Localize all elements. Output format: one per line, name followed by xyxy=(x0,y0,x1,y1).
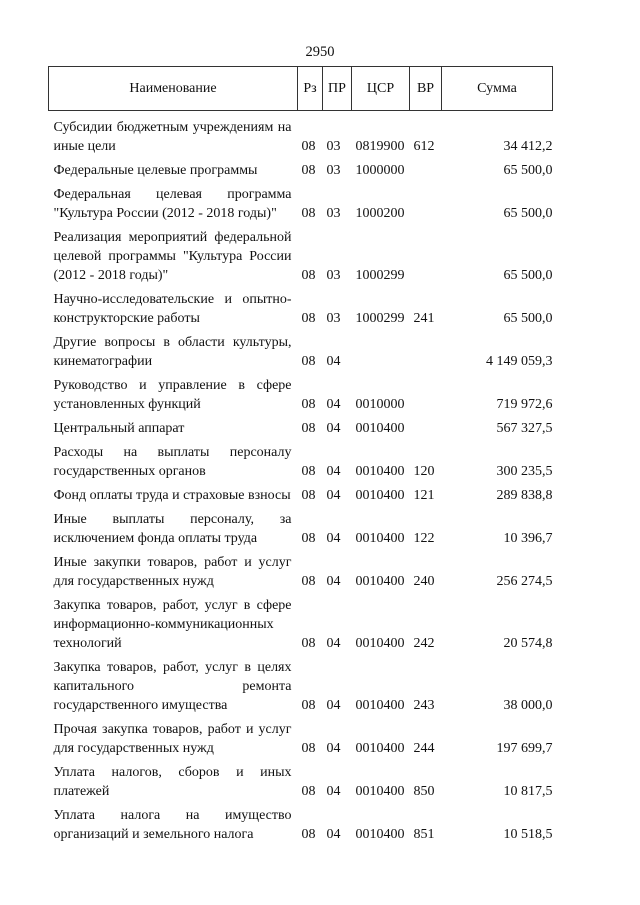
row-sum: 300 235,5 xyxy=(496,464,553,479)
row-sum: 65 500,0 xyxy=(503,268,553,283)
row-csr: 0010400 xyxy=(355,488,405,503)
row-pr: 03 xyxy=(326,311,341,326)
row-rz: 08 xyxy=(301,268,316,283)
row-rz: 08 xyxy=(301,354,316,369)
row-rz: 08 xyxy=(301,397,316,412)
row-pr: 04 xyxy=(326,531,341,546)
row-sum: 567 327,5 xyxy=(496,421,553,436)
row-name: Иные выплаты персоналу, за исключением фонда оплаты труда xyxy=(53,512,292,546)
row-csr xyxy=(352,328,410,371)
row-rz: 08 xyxy=(301,531,316,546)
header-sum: Сумма xyxy=(442,67,553,111)
row-csr: 0010400 xyxy=(355,827,405,842)
row-vr xyxy=(410,180,442,223)
row-rz: 08 xyxy=(301,698,316,713)
row-vr xyxy=(410,414,442,438)
row-name: Научно-исследовательские и опытно-конструкторские работы xyxy=(53,292,292,326)
header-csr: ЦСР xyxy=(352,67,410,111)
row-vr: 241 xyxy=(413,311,435,326)
table-row xyxy=(49,758,553,801)
row-rz: 08 xyxy=(301,421,316,436)
row-rz: 08 xyxy=(301,464,316,479)
row-pr: 03 xyxy=(326,139,341,154)
row-sum: 65 500,0 xyxy=(503,163,553,178)
row-vr: 243 xyxy=(413,698,435,713)
table-row xyxy=(49,285,553,328)
row-name: Субсидии бюджетным учреждениям на иные цели xyxy=(53,120,292,154)
row-csr: 0010400 xyxy=(355,741,405,756)
row-rz: 08 xyxy=(301,163,316,178)
row-name: Закупка товаров, работ, услуг в целях капитального ремонта государственного имущества xyxy=(53,660,292,713)
row-pr: 04 xyxy=(326,698,341,713)
row-rz: 08 xyxy=(301,741,316,756)
row-csr: 0819900 xyxy=(355,139,405,154)
row-pr: 04 xyxy=(326,784,341,799)
row-pr: 04 xyxy=(326,421,341,436)
row-vr xyxy=(410,371,442,414)
row-sum: 20 574,8 xyxy=(503,636,553,651)
row-vr: 850 xyxy=(413,784,435,799)
row-name: Иные закупки товаров, работ и услуг для государственных нужд xyxy=(53,555,292,589)
row-sum: 4 149 059,3 xyxy=(486,354,553,369)
row-csr: 0010400 xyxy=(355,636,405,651)
row-name: Уплата налога на имущество организаций и земельного налога xyxy=(53,808,292,842)
row-csr: 1000299 xyxy=(355,268,405,283)
row-vr: 851 xyxy=(413,827,435,842)
header-vr: ВР xyxy=(410,67,442,111)
row-sum: 10 396,7 xyxy=(503,531,553,546)
row-pr: 04 xyxy=(326,574,341,589)
row-vr xyxy=(410,223,442,285)
row-sum: 65 500,0 xyxy=(503,206,553,221)
table-row xyxy=(49,548,553,591)
row-rz: 08 xyxy=(301,636,316,651)
table-row xyxy=(49,180,553,223)
row-sum: 197 699,7 xyxy=(496,741,553,756)
row-vr: 612 xyxy=(413,139,435,154)
row-name: Федеральная целевая программа "Культура России (2012 - 2018 годы)" xyxy=(53,187,292,221)
row-pr: 04 xyxy=(326,488,341,503)
row-csr: 0010400 xyxy=(355,698,405,713)
row-vr: 242 xyxy=(413,636,435,651)
row-sum: 256 274,5 xyxy=(496,574,553,589)
table-row xyxy=(49,715,553,758)
row-sum: 10 518,5 xyxy=(503,827,553,842)
row-name: Уплата налогов, сборов и иных платежей xyxy=(53,765,292,799)
row-vr: 122 xyxy=(413,531,435,546)
row-name: Закупка товаров, работ, услуг в сфере информационно-коммуникационных технологий xyxy=(53,598,292,651)
row-pr: 04 xyxy=(326,354,341,369)
row-name: Руководство и управление в сфере установленных функций xyxy=(53,378,292,412)
page-number: 2950 xyxy=(305,44,335,60)
row-sum: 289 838,8 xyxy=(496,488,553,503)
table-row xyxy=(49,801,553,844)
row-pr: 03 xyxy=(326,206,341,221)
table-row xyxy=(49,591,553,653)
row-name: Другие вопросы в области культуры, кинематографии xyxy=(53,335,292,369)
row-vr: 240 xyxy=(413,574,435,589)
row-csr: 0010400 xyxy=(355,531,405,546)
row-pr: 04 xyxy=(326,827,341,842)
row-name: Реализация мероприятий федеральной целевой программы "Культура России (2012 - 2018 годы)" xyxy=(53,230,292,283)
row-sum: 719 972,6 xyxy=(496,397,553,412)
row-rz: 08 xyxy=(301,139,316,154)
table-row xyxy=(49,505,553,548)
row-rz: 08 xyxy=(301,311,316,326)
table-row xyxy=(49,438,553,481)
row-pr: 04 xyxy=(326,397,341,412)
table-row xyxy=(49,111,553,157)
row-csr: 1000200 xyxy=(355,206,405,221)
table-row xyxy=(49,328,553,371)
row-name: Федеральные целевые программы xyxy=(53,163,258,178)
row-rz: 08 xyxy=(301,206,316,221)
row-csr: 0010400 xyxy=(355,464,405,479)
table-row xyxy=(49,653,553,715)
row-vr: 120 xyxy=(413,464,435,479)
row-pr: 04 xyxy=(326,741,341,756)
row-name: Центральный аппарат xyxy=(53,421,185,436)
row-pr: 03 xyxy=(326,163,341,178)
table-row xyxy=(49,156,553,180)
row-pr: 04 xyxy=(326,464,341,479)
row-vr: 121 xyxy=(413,488,435,503)
header-pr: ПР xyxy=(323,67,352,111)
row-rz: 08 xyxy=(301,827,316,842)
row-pr: 03 xyxy=(326,268,341,283)
table-header xyxy=(49,67,553,111)
row-name: Прочая закупка товаров, работ и услуг для государственных нужд xyxy=(53,722,292,756)
row-csr: 0010400 xyxy=(355,574,405,589)
row-rz: 08 xyxy=(301,574,316,589)
row-csr: 1000000 xyxy=(355,163,405,178)
header-name: Наименование xyxy=(49,67,298,111)
row-csr: 0010400 xyxy=(355,421,405,436)
table-row xyxy=(49,481,553,505)
table-row xyxy=(49,223,553,285)
row-sum: 10 817,5 xyxy=(503,784,553,799)
row-vr xyxy=(410,156,442,180)
row-sum: 38 000,0 xyxy=(503,698,553,713)
row-pr: 04 xyxy=(326,636,341,651)
table-row xyxy=(49,414,553,438)
row-sum: 34 412,2 xyxy=(503,139,553,154)
header-rz: Рз xyxy=(298,67,323,111)
row-name: Расходы на выплаты персоналу государственных органов xyxy=(53,445,292,479)
row-name: Фонд оплаты труда и страховые взносы xyxy=(53,488,291,503)
row-csr: 0010000 xyxy=(355,397,405,412)
row-csr: 0010400 xyxy=(355,784,405,799)
budget-table xyxy=(48,66,553,844)
row-vr: 244 xyxy=(413,741,435,756)
row-csr: 1000299 xyxy=(355,311,405,326)
row-rz: 08 xyxy=(301,784,316,799)
row-sum: 65 500,0 xyxy=(503,311,553,326)
row-vr xyxy=(410,328,442,371)
row-rz: 08 xyxy=(301,488,316,503)
table-row xyxy=(49,371,553,414)
